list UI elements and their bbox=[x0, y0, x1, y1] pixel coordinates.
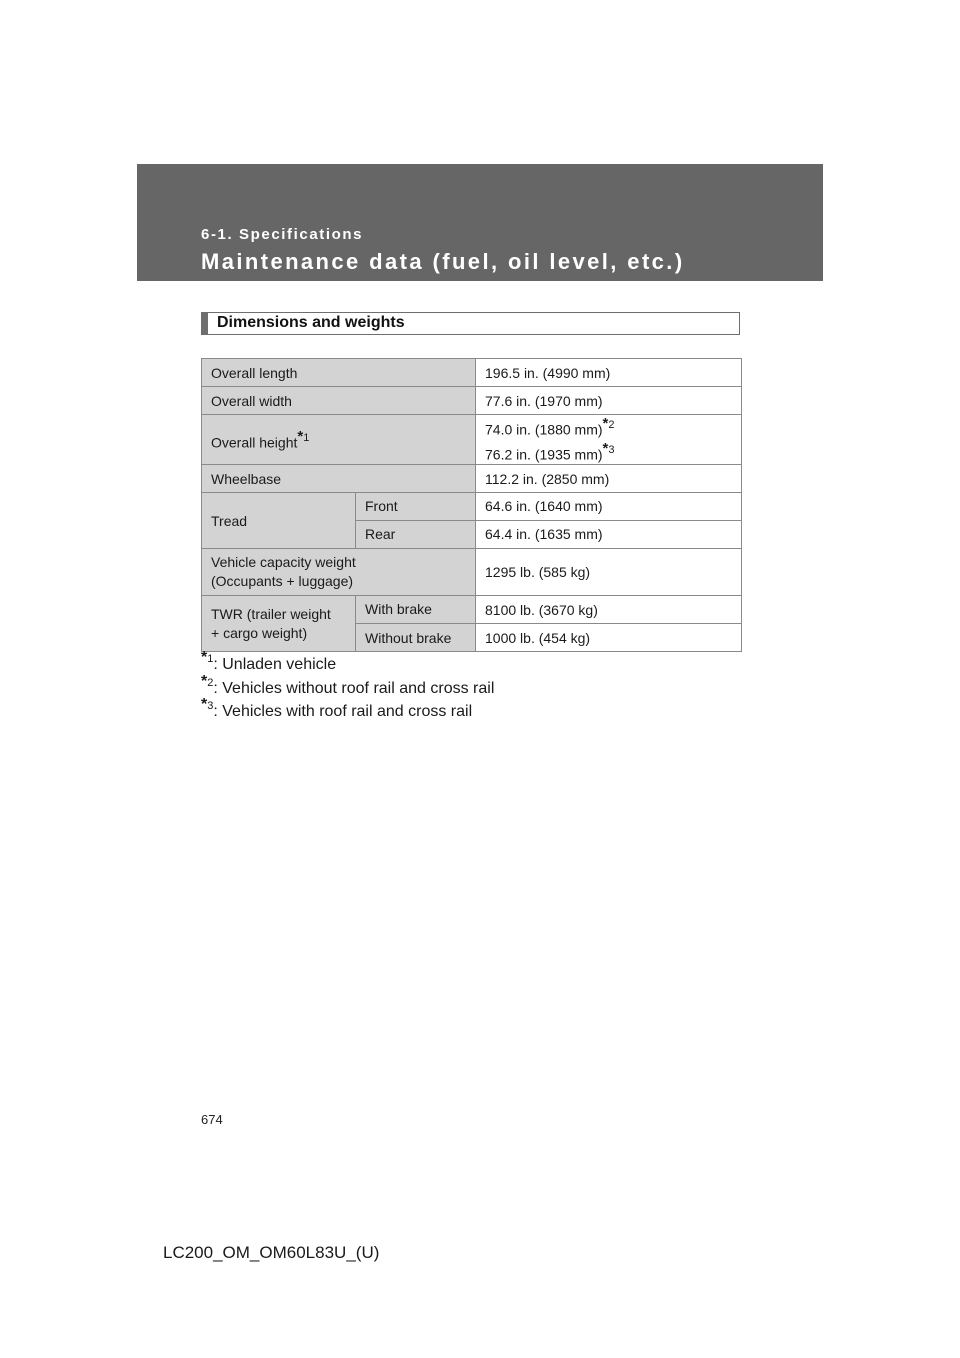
tread-rear-label: Rear bbox=[356, 521, 476, 549]
twr-label-line1: TWR (trailer weight bbox=[211, 605, 331, 622]
tread-front-value: 64.6 in. (1640 mm) bbox=[476, 493, 742, 521]
subheading-bar bbox=[202, 313, 208, 334]
footnote-text: : Vehicles without roof rail and cross rail bbox=[213, 679, 495, 697]
twr-label-cell bbox=[202, 596, 356, 652]
tread-front-label: Front bbox=[356, 493, 476, 521]
table-row bbox=[202, 387, 742, 415]
table-row bbox=[202, 596, 742, 624]
overall-height-value-2 bbox=[485, 440, 732, 465]
overall-length-label: Overall length bbox=[202, 359, 476, 387]
table-row bbox=[202, 359, 742, 387]
page-number: 674 bbox=[201, 1112, 223, 1127]
height-value-text: 76.2 in. (1935 mm) bbox=[485, 446, 603, 463]
footnote-mark: *1 bbox=[201, 649, 214, 666]
twr-with-brake-value: 8100 lb. (3670 kg) bbox=[476, 596, 742, 624]
table-row bbox=[202, 549, 742, 596]
capacity-label-line2: (Occupants + luggage) bbox=[211, 573, 354, 590]
twr-without-brake-value: 1000 lb. (454 kg) bbox=[476, 624, 742, 652]
footnote-2 bbox=[201, 672, 495, 704]
twr-without-brake-label: Without brake bbox=[356, 624, 476, 652]
overall-width-label: Overall width bbox=[202, 387, 476, 415]
header-banner bbox=[137, 164, 823, 281]
footnote-mark: *3 bbox=[201, 696, 214, 713]
subheading-box bbox=[201, 312, 740, 335]
footnote-number: 2 bbox=[608, 419, 615, 431]
footer-code: LC200_OM_OM60L83U_(U) bbox=[163, 1243, 380, 1262]
footnote-text: : Unladen vehicle bbox=[213, 656, 337, 673]
footnotes bbox=[201, 649, 495, 727]
table-row bbox=[202, 493, 742, 521]
capacity-value: 1295 lb. (585 kg) bbox=[476, 549, 742, 596]
page-title: Maintenance data (fuel, oil level, etc.) bbox=[201, 249, 685, 274]
overall-length-value: 196.5 in. (4990 mm) bbox=[476, 359, 742, 387]
footnote-1 bbox=[201, 649, 494, 680]
section-label: 6-1. Specifications bbox=[201, 226, 364, 243]
footnote-mark: *3 bbox=[602, 439, 615, 457]
subheading: Dimensions and weights bbox=[217, 314, 405, 331]
overall-height-value-1 bbox=[485, 415, 732, 440]
capacity-label-cell bbox=[202, 549, 476, 596]
capacity-label-line1: Vehicle capacity weight bbox=[211, 554, 356, 571]
table-row bbox=[202, 415, 742, 465]
footnote-text: : Vehicles with roof rail and cross rail bbox=[213, 703, 473, 720]
height-value-text: 74.0 in. (1880 mm) bbox=[485, 421, 603, 438]
footnote-mark: *2 bbox=[602, 415, 615, 432]
dimensions-table bbox=[201, 358, 742, 652]
table-row bbox=[202, 465, 742, 493]
wheelbase-label: Wheelbase bbox=[202, 465, 476, 493]
overall-height-values bbox=[476, 415, 742, 465]
tread-label: Tread bbox=[202, 493, 356, 549]
overall-height-label: Overall height bbox=[211, 434, 298, 451]
footnote-number: 1 bbox=[207, 653, 214, 665]
twr-with-brake-label: With brake bbox=[356, 596, 476, 624]
footnote-number: 1 bbox=[303, 431, 310, 444]
footnote-number: 3 bbox=[207, 700, 214, 712]
footnote-number: 3 bbox=[608, 443, 615, 456]
footnote-mark: *1 bbox=[297, 427, 310, 445]
overall-width-value: 77.6 in. (1970 mm) bbox=[476, 387, 742, 415]
footnote-3 bbox=[201, 696, 494, 727]
overall-height-label-cell bbox=[202, 415, 476, 465]
wheelbase-value: 112.2 in. (2850 mm) bbox=[476, 465, 742, 493]
twr-label-line2: + cargo weight) bbox=[211, 624, 308, 641]
footnote-mark: *2 bbox=[201, 672, 214, 690]
tread-rear-value: 64.4 in. (1635 mm) bbox=[476, 521, 742, 549]
footnote-number: 2 bbox=[207, 676, 214, 689]
